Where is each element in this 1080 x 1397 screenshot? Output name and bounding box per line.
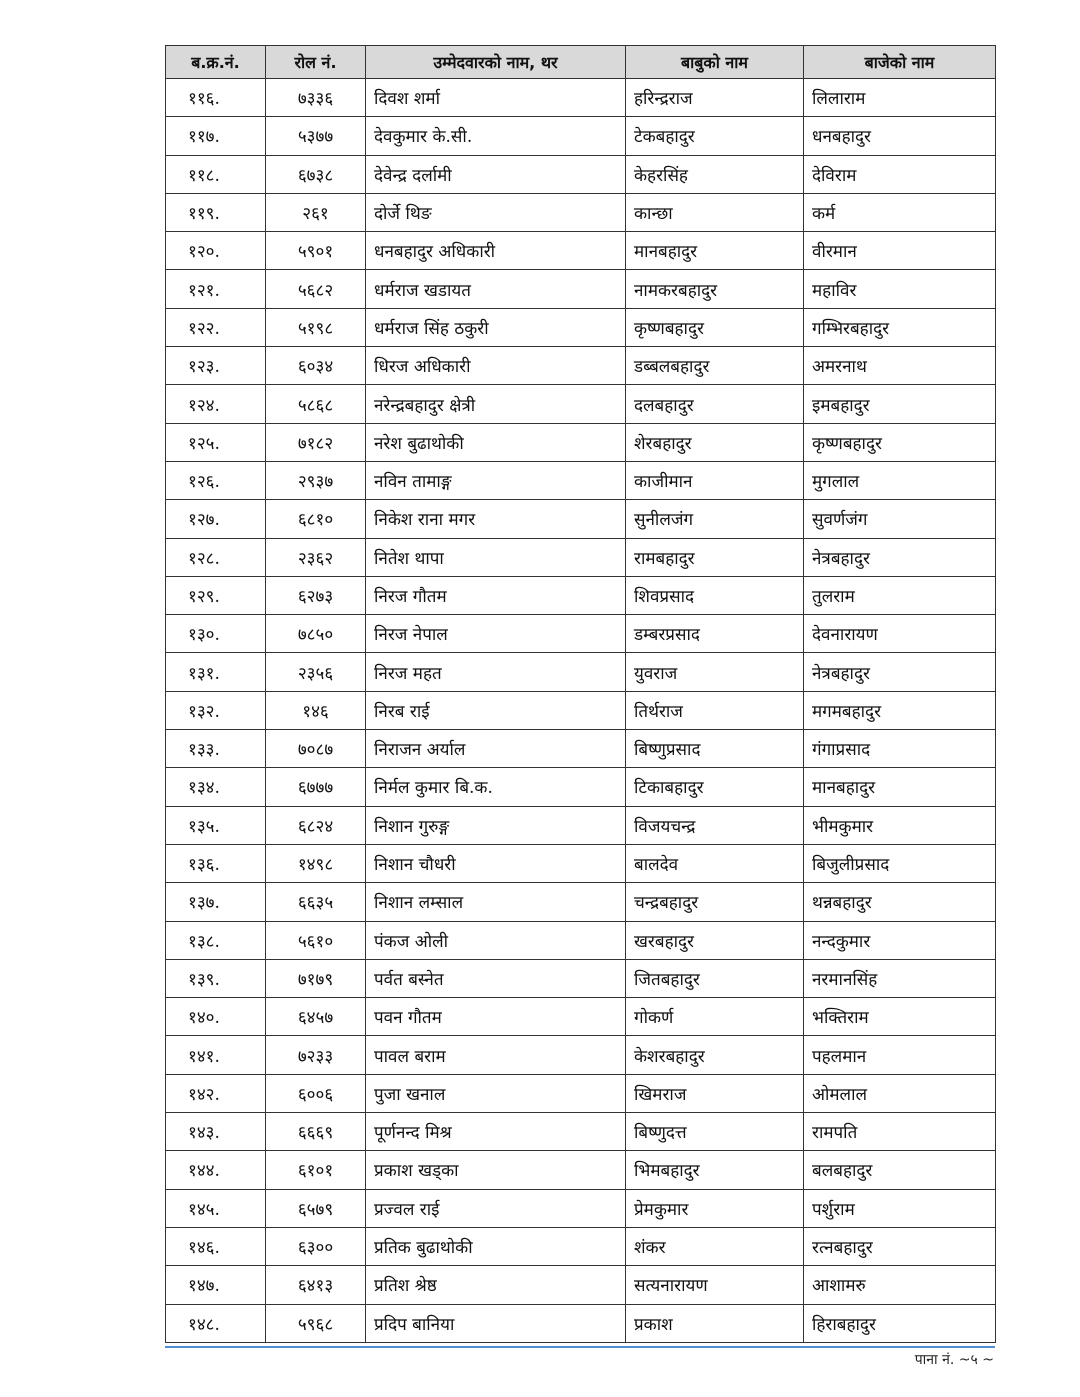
candidate-name-cell: दिवश शर्मा	[366, 79, 626, 117]
father-name-cell: रामबहादुर	[626, 538, 804, 576]
table-row	[166, 347, 996, 385]
serial-number-cell: १३०.	[166, 615, 266, 653]
serial-number-cell: १४१.	[166, 1036, 266, 1074]
father-name-cell: शेरबहादुर	[626, 423, 804, 461]
grandfather-name-cell: वीरमान	[804, 232, 996, 270]
roll-number-cell: २३५६	[266, 653, 366, 691]
roll-number-cell: ६७७७	[266, 768, 366, 806]
table-row	[166, 232, 996, 270]
candidate-name-cell: दोर्जे थिङ	[366, 193, 626, 231]
father-name-cell: विजयचन्द्र	[626, 806, 804, 844]
grandfather-name-cell: देविराम	[804, 155, 996, 193]
serial-number-cell: १४२.	[166, 1074, 266, 1112]
candidate-name-cell: धर्मराज खडायत	[366, 270, 626, 308]
grandfather-name-cell: मानबहादुर	[804, 768, 996, 806]
table-row	[166, 691, 996, 729]
grandfather-name-cell: तुलराम	[804, 576, 996, 614]
serial-number-cell: १३९.	[166, 959, 266, 997]
serial-number-cell: १२७.	[166, 500, 266, 538]
grandfather-name-cell: धनबहादुर	[804, 117, 996, 155]
roll-number-cell: ६३००	[266, 1227, 366, 1265]
candidate-name-cell: निरज गौतम	[366, 576, 626, 614]
grandfather-name-cell: नेत्रबहादुर	[804, 538, 996, 576]
table-row	[166, 1304, 996, 1342]
roll-number-cell: १४९८	[266, 844, 366, 882]
table-row	[166, 959, 996, 997]
table-header	[166, 46, 996, 79]
candidate-name-cell: पावल बराम	[366, 1036, 626, 1074]
table-row	[166, 538, 996, 576]
roll-number-cell: ५६१०	[266, 921, 366, 959]
candidate-name-cell: नविन तामाङ्ग	[366, 461, 626, 499]
candidate-name-cell: प्रकाश खड्का	[366, 1151, 626, 1189]
roll-number-cell: ५९६८	[266, 1304, 366, 1342]
page-number: पाना नं. ~५ ~	[914, 1352, 994, 1368]
father-name-cell: बिष्णुदत्त	[626, 1113, 804, 1151]
table-row	[166, 883, 996, 921]
roll-number-cell: २६१	[266, 193, 366, 231]
grandfather-name-cell: लिलाराम	[804, 79, 996, 117]
table-row	[166, 653, 996, 691]
father-name-cell: हरिन्द्रराज	[626, 79, 804, 117]
candidate-name-cell: नरेश बुढाथोकी	[366, 423, 626, 461]
roll-number-cell: ५६८२	[266, 270, 366, 308]
serial-number-cell: १४६.	[166, 1227, 266, 1265]
serial-number-cell: ११६.	[166, 79, 266, 117]
grandfather-name-cell: हिराबहादुर	[804, 1304, 996, 1342]
roll-number-cell: ६६३५	[266, 883, 366, 921]
grandfather-name-cell: अमरनाथ	[804, 347, 996, 385]
grandfather-name-cell: मुगलाल	[804, 461, 996, 499]
father-name-cell: जितबहादुर	[626, 959, 804, 997]
candidate-name-cell: निराजन अर्याल	[366, 730, 626, 768]
candidate-table	[165, 45, 996, 1343]
candidate-name-cell: निशान गुरुङ्ग	[366, 806, 626, 844]
candidate-name-cell: निर्मल कुमार बि.क.	[366, 768, 626, 806]
roll-number-cell: ६५७९	[266, 1189, 366, 1227]
father-name-cell: केहरसिंह	[626, 155, 804, 193]
candidate-name-cell: निशान लम्साल	[366, 883, 626, 921]
serial-number-cell: १२८.	[166, 538, 266, 576]
serial-number-cell: १२४.	[166, 385, 266, 423]
serial-number-cell: १२३.	[166, 347, 266, 385]
father-name-cell: खिमराज	[626, 1074, 804, 1112]
serial-number-cell: १२९.	[166, 576, 266, 614]
father-name-cell: प्रकाश	[626, 1304, 804, 1342]
table-row	[166, 1036, 996, 1074]
grandfather-name-cell: आशामरु	[804, 1266, 996, 1304]
roll-number-cell: ५८६८	[266, 385, 366, 423]
father-name-cell: शंकर	[626, 1227, 804, 1265]
candidate-name-cell: निशान चौधरी	[366, 844, 626, 882]
serial-number-cell: १४७.	[166, 1266, 266, 1304]
candidate-name-cell: निरज नेपाल	[366, 615, 626, 653]
father-name-cell: टेकबहादुर	[626, 117, 804, 155]
candidate-name-cell: पूर्णनन्द मिश्र	[366, 1113, 626, 1151]
grandfather-name-cell: थन्नबहादुर	[804, 883, 996, 921]
grandfather-name-cell: गंगाप्रसाद	[804, 730, 996, 768]
table-row	[166, 1074, 996, 1112]
father-name-cell: नामकरबहादुर	[626, 270, 804, 308]
father-name-cell: शिवप्रसाद	[626, 576, 804, 614]
serial-number-cell: १४५.	[166, 1189, 266, 1227]
roll-number-cell: ६२७३	[266, 576, 366, 614]
grandfather-name-cell: ओमलाल	[804, 1074, 996, 1112]
serial-number-cell: ११७.	[166, 117, 266, 155]
footer-rule	[165, 1346, 995, 1348]
candidate-name-cell: धिरज अधिकारी	[366, 347, 626, 385]
father-name-cell: डब्बलबहादुर	[626, 347, 804, 385]
roll-number-cell: ७८५०	[266, 615, 366, 653]
father-name-cell: सत्यनारायण	[626, 1266, 804, 1304]
roll-number-cell: ७०८७	[266, 730, 366, 768]
roll-number-cell: ७१८२	[266, 423, 366, 461]
header-serial-number: ब.क्र.नं.	[166, 46, 266, 79]
roll-number-cell: ६०३४	[266, 347, 366, 385]
table-row	[166, 385, 996, 423]
serial-number-cell: १४०.	[166, 998, 266, 1036]
father-name-cell: डम्बरप्रसाद	[626, 615, 804, 653]
table-row	[166, 308, 996, 346]
header-roll-number: रोल नं.	[266, 46, 366, 79]
grandfather-name-cell: भक्तिराम	[804, 998, 996, 1036]
grandfather-name-cell: सुवर्णजंग	[804, 500, 996, 538]
serial-number-cell: १४३.	[166, 1113, 266, 1151]
serial-number-cell: १३२.	[166, 691, 266, 729]
serial-number-cell: ११९.	[166, 193, 266, 231]
serial-number-cell: १३७.	[166, 883, 266, 921]
table-row	[166, 461, 996, 499]
candidate-name-cell: निकेश राना मगर	[366, 500, 626, 538]
father-name-cell: गोकर्ण	[626, 998, 804, 1036]
serial-number-cell: १२५.	[166, 423, 266, 461]
roll-number-cell: ६८२४	[266, 806, 366, 844]
table-row	[166, 998, 996, 1036]
grandfather-name-cell: बिजुलीप्रसाद	[804, 844, 996, 882]
serial-number-cell: १३३.	[166, 730, 266, 768]
grandfather-name-cell: पहलमान	[804, 1036, 996, 1074]
serial-number-cell: १३६.	[166, 844, 266, 882]
father-name-cell: दलबहादुर	[626, 385, 804, 423]
serial-number-cell: १३१.	[166, 653, 266, 691]
grandfather-name-cell: मगमबहादुर	[804, 691, 996, 729]
serial-number-cell: १३८.	[166, 921, 266, 959]
roll-number-cell: १४६	[266, 691, 366, 729]
grandfather-name-cell: बलबहादुर	[804, 1151, 996, 1189]
roll-number-cell: ५१९८	[266, 308, 366, 346]
father-name-cell: मानबहादुर	[626, 232, 804, 270]
roll-number-cell: ५९०१	[266, 232, 366, 270]
table-row	[166, 844, 996, 882]
table-body	[166, 79, 996, 1343]
grandfather-name-cell: इमबहादुर	[804, 385, 996, 423]
candidate-name-cell: पर्वत बस्नेत	[366, 959, 626, 997]
roll-number-cell: ६६६९	[266, 1113, 366, 1151]
roll-number-cell: ५३७७	[266, 117, 366, 155]
header-row	[166, 46, 996, 79]
grandfather-name-cell: रामपति	[804, 1113, 996, 1151]
roll-number-cell: ६१०१	[266, 1151, 366, 1189]
candidate-name-cell: नितेश थापा	[366, 538, 626, 576]
father-name-cell: प्रेमकुमार	[626, 1189, 804, 1227]
father-name-cell: कान्छा	[626, 193, 804, 231]
roll-number-cell: ६००६	[266, 1074, 366, 1112]
father-name-cell: तिर्थराज	[626, 691, 804, 729]
table-row	[166, 193, 996, 231]
candidate-name-cell: निरज महत	[366, 653, 626, 691]
roll-number-cell: २३६२	[266, 538, 366, 576]
father-name-cell: टिकाबहादुर	[626, 768, 804, 806]
roll-number-cell: ७२३३	[266, 1036, 366, 1074]
father-name-cell: चन्द्रबहादुर	[626, 883, 804, 921]
grandfather-name-cell: देवनारायण	[804, 615, 996, 653]
father-name-cell: कृष्णबहादुर	[626, 308, 804, 346]
table-row	[166, 500, 996, 538]
table-row	[166, 79, 996, 117]
candidate-name-cell: प्रतिक बुढाथोकी	[366, 1227, 626, 1265]
candidate-name-cell: धनबहादुर अधिकारी	[366, 232, 626, 270]
grandfather-name-cell: गम्भिरबहादुर	[804, 308, 996, 346]
table-row	[166, 1151, 996, 1189]
candidate-name-cell: प्रतिश श्रेष्ठ	[366, 1266, 626, 1304]
table-row	[166, 768, 996, 806]
table-row	[166, 155, 996, 193]
header-candidate-name: उम्मेदवारको नाम, थर	[366, 46, 626, 79]
serial-number-cell: १४४.	[166, 1151, 266, 1189]
father-name-cell: बिष्णुप्रसाद	[626, 730, 804, 768]
candidate-name-cell: निरब राई	[366, 691, 626, 729]
candidate-name-cell: पुजा खनाल	[366, 1074, 626, 1112]
candidate-name-cell: नरेन्द्रबहादुर क्षेत्री	[366, 385, 626, 423]
father-name-cell: केशरबहादुर	[626, 1036, 804, 1074]
table-row	[166, 423, 996, 461]
candidate-name-cell: धर्मराज सिंह ठकुरी	[366, 308, 626, 346]
father-name-cell: बालदेव	[626, 844, 804, 882]
table-row	[166, 1227, 996, 1265]
candidate-name-cell: प्रदिप बानिया	[366, 1304, 626, 1342]
grandfather-name-cell: कर्म	[804, 193, 996, 231]
grandfather-name-cell: पर्शुराम	[804, 1189, 996, 1227]
grandfather-name-cell: नन्दकुमार	[804, 921, 996, 959]
father-name-cell: सुनीलजंग	[626, 500, 804, 538]
roll-number-cell: ६४५७	[266, 998, 366, 1036]
roll-number-cell: २९३७	[266, 461, 366, 499]
table-row	[166, 806, 996, 844]
serial-number-cell: १२१.	[166, 270, 266, 308]
serial-number-cell: १३४.	[166, 768, 266, 806]
serial-number-cell: १२६.	[166, 461, 266, 499]
candidate-name-cell: देवकुमार के.सी.	[366, 117, 626, 155]
father-name-cell: काजीमान	[626, 461, 804, 499]
grandfather-name-cell: नेत्रबहादुर	[804, 653, 996, 691]
father-name-cell: युवराज	[626, 653, 804, 691]
candidate-name-cell: देवेन्द्र दर्लामी	[366, 155, 626, 193]
father-name-cell: भिमबहादुर	[626, 1151, 804, 1189]
father-name-cell: खरबहादुर	[626, 921, 804, 959]
candidate-name-cell: प्रज्वल राई	[366, 1189, 626, 1227]
table-row	[166, 1266, 996, 1304]
serial-number-cell: १३५.	[166, 806, 266, 844]
table-row	[166, 270, 996, 308]
serial-number-cell: ११८.	[166, 155, 266, 193]
header-father-name: बाबुको नाम	[626, 46, 804, 79]
roll-number-cell: ६८१०	[266, 500, 366, 538]
table-row	[166, 1189, 996, 1227]
header-grandfather-name: बाजेको नाम	[804, 46, 996, 79]
roll-number-cell: ६४१३	[266, 1266, 366, 1304]
candidate-name-cell: पंकज ओली	[366, 921, 626, 959]
table-row	[166, 1113, 996, 1151]
serial-number-cell: १४८.	[166, 1304, 266, 1342]
candidate-name-cell: पवन गौतम	[366, 998, 626, 1036]
roll-number-cell: ७१७९	[266, 959, 366, 997]
table-row	[166, 921, 996, 959]
serial-number-cell: १२२.	[166, 308, 266, 346]
grandfather-name-cell: नरमानसिंह	[804, 959, 996, 997]
table-row	[166, 615, 996, 653]
grandfather-name-cell: महाविर	[804, 270, 996, 308]
table-row	[166, 730, 996, 768]
roll-number-cell: ७३३६	[266, 79, 366, 117]
roll-number-cell: ६७३८	[266, 155, 366, 193]
grandfather-name-cell: कृष्णबहादुर	[804, 423, 996, 461]
table-row	[166, 576, 996, 614]
grandfather-name-cell: भीमकुमार	[804, 806, 996, 844]
grandfather-name-cell: रत्नबहादुर	[804, 1227, 996, 1265]
serial-number-cell: १२०.	[166, 232, 266, 270]
table-row	[166, 117, 996, 155]
